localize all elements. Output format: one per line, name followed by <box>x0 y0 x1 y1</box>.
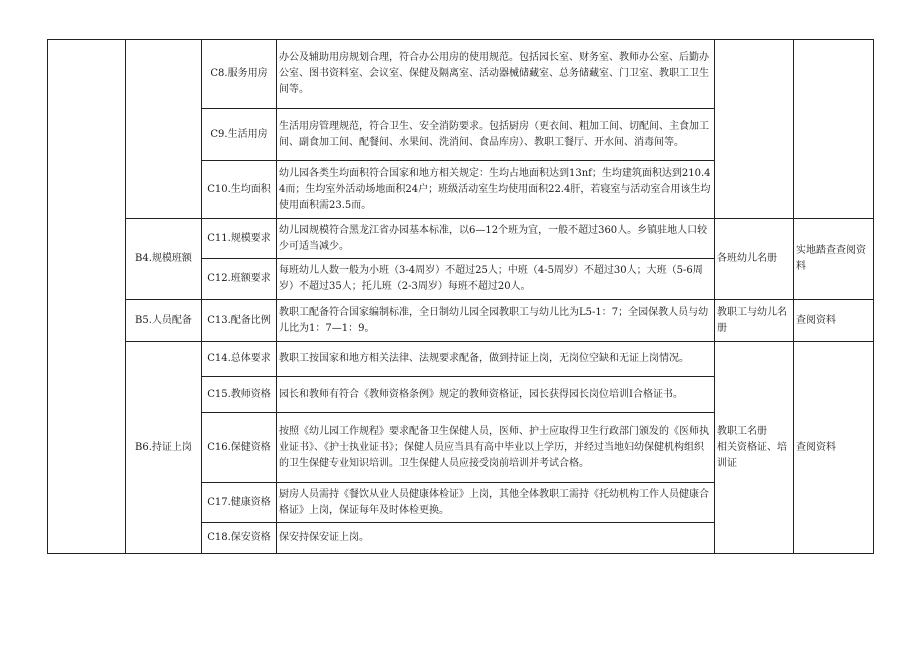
method-cell-b6: 查阅资料 <box>794 342 874 554</box>
a-column-cell <box>48 40 126 554</box>
c-requirement-cell: 园长和教师有符合《教师资格条例》规定的教师资格证，园长获得园长岗位培训I合格证书。 <box>277 377 715 413</box>
c-requirement-cell: 每班幼儿人数一般为小班（3-4周岁）不超过25人；中班（4-5周岁）不超过30人；大班（5-6周岁）不超过35人；托儿班（2-3周岁）每班不超过20人。 <box>277 259 715 300</box>
evaluation-table <box>47 39 874 554</box>
b-cell-empty <box>126 40 202 219</box>
c-code-cell: C9.生活用房 <box>202 109 277 161</box>
material-cell-b6: 教职工名册 相关资格证、培训证 <box>715 342 794 554</box>
material-cell-empty <box>715 40 794 219</box>
c-code-cell: C10.生均面积 <box>202 161 277 219</box>
c-requirement-cell: 保安持保安证上岗。 <box>277 523 715 554</box>
material-cell-b5: 教职工与幼儿名册 <box>715 300 794 342</box>
c-code-cell: C8.服务用房 <box>202 40 277 109</box>
c-code-cell: C18.保安资格 <box>202 523 277 554</box>
c-requirement-cell: 教职工按国家和地方相关法律、法规要求配备，做到持证上岗，无岗位空缺和无证上岗情况。 <box>277 342 715 377</box>
c-requirement-cell: 厨房人员需持《餐饮从业人员健康体检证》上岗，其他全体教职工需持《托幼机构工作人员健康合格证》上岗，保证每年及时体检更换。 <box>277 483 715 523</box>
c-requirement-cell: 生活用房管理规范，符合卫生、安全消防要求。包括厨房（更衣间、粗加工间、切配间、主食加工间、副食加工间、配餐间、水果间、洗消间、食品库房）、教职工餐厅、开水间、消毒间等。 <box>277 109 715 161</box>
c-code-cell: C13.配备比例 <box>202 300 277 342</box>
table-row <box>48 342 874 377</box>
b-cell-b5: B5.人员配备 <box>126 300 202 342</box>
b-cell-b4: B4.规模班额 <box>126 219 202 300</box>
method-cell-b4: 实地踏查查阅资料 <box>794 219 874 300</box>
b-cell-b6: B6.持证上岗 <box>126 342 202 554</box>
c-code-cell: C14.总体要求 <box>202 342 277 377</box>
c-code-cell: C17.健康资格 <box>202 483 277 523</box>
c-requirement-cell: 教职工配备符合国家编制标准，全日制幼儿园全园教职工与幼儿比为L5-1：7；全园保教人员与幼儿比为1：7—1：9。 <box>277 300 715 342</box>
c-requirement-cell: 幼儿园各类生均面积符合国家和地方相关规定：生均占地面积达到13nf；生均建筑面积达到210.44而；生均室外活动场地面积24户；班级活动室生均使用面积22.4肝，若寝室与活动室合用该生均使用面积需23.5而。 <box>277 161 715 219</box>
c-requirement-cell: 办公及辅助用房规划合理，符合办公用房的使用规范。包括园长室、财务室、教师办公室、后勤办公室、图书资料室、会议室、保健及隔离室、活动器械储藏室、总务储藏室、门卫室、教职工卫生间等。 <box>277 40 715 109</box>
table-row <box>48 40 874 109</box>
table-row <box>48 219 874 259</box>
c-code-cell: C15.教师资格 <box>202 377 277 413</box>
c-requirement-cell: 按照《幼儿园工作规程》要求配备卫生保健人员，医师、护士应取得卫生行政部门颁发的《医师执业证书》、《护士执业证书》；保健人员应当具有高中毕业以上学历，并经过当地妇幼保健机构组织的卫生保健专业知识培训。卫生保健人员应接受岗前培训并考试合格。 <box>277 413 715 483</box>
method-cell-empty <box>794 40 874 219</box>
method-cell-b5: 查阅资料 <box>794 300 874 342</box>
c-code-cell: C12.班额要求 <box>202 259 277 300</box>
c-code-cell: C11.规模要求 <box>202 219 277 259</box>
material-cell-b4: 各班幼儿名册 <box>715 219 794 300</box>
c-requirement-cell: 幼儿园规模符合黑龙江省办园基本标准，以6—12个班为宜，一般不超过360人。乡镇驻地人口较少可适当减少。 <box>277 219 715 259</box>
table-row <box>48 300 874 342</box>
c-code-cell: C16.保健资格 <box>202 413 277 483</box>
